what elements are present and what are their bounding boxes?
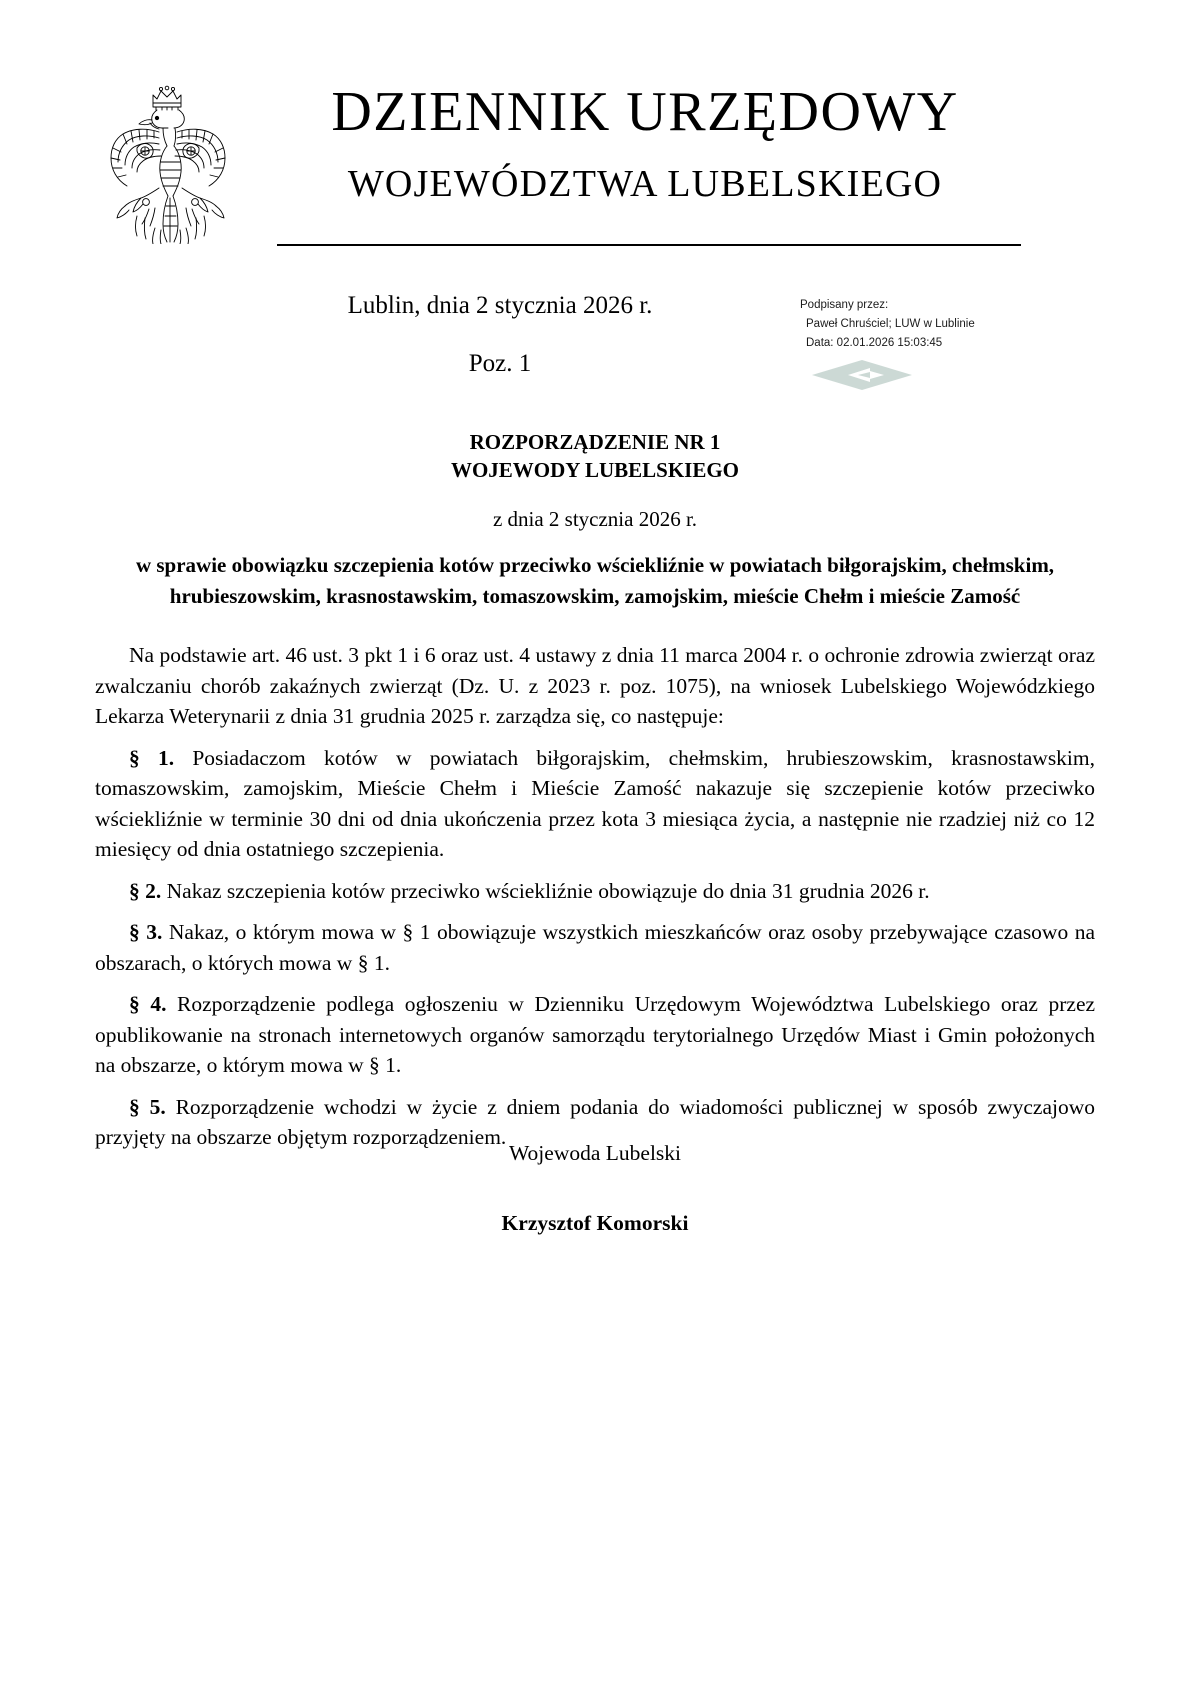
electronic-signature-stamp [800, 296, 1010, 392]
masthead-titles [250, 78, 1040, 210]
section-marker-5: § 5. [129, 1094, 166, 1119]
act-heading-line-2: WOJEWODY LUBELSKIEGO [450, 458, 740, 482]
section-paragraph-3 [95, 917, 1095, 978]
signature-date: Data: 02.01.2026 15:03:45 [806, 337, 943, 349]
signature-signer-name: Paweł Chruściel; LUW w Lublinie [806, 318, 975, 330]
preamble-paragraph: Na podstawie art. 46 ust. 3 pkt 1 i 6 oraz ust. 4 ustawy z dnia 11 marca 2004 r. o ochronie zdrowia zwierząt oraz zwalczaniu chorób zakaźnych zwierząt (Dz. U. z 2023 r. poz. 1075), na wniosek Lubelskiego Wojewódzkiego Lekarza Weterynarii z dnia 31 grudnia 2025 r. zarządza się, co następuje: [95, 643, 1095, 728]
section-text-5: Rozporządzenie wchodzi w życie z dniem podania do wiadomości publicznej w sposób zwyczajowo przyjęty na obszarze objętym rozporządzeniem. [95, 1094, 1096, 1149]
masthead-divider [277, 244, 1021, 246]
section-marker-2: § 2. [129, 878, 162, 903]
section-marker-1: § 1. [129, 745, 175, 770]
position-number: Poz. 1 [468, 350, 532, 377]
act-heading [95, 428, 1095, 484]
section-paragraph-2 [95, 876, 1095, 907]
signer-name: Krzysztof Komorski [501, 1211, 689, 1235]
act-subject [95, 550, 1095, 612]
act-date: z dnia 2 stycznia 2026 r. [492, 507, 698, 531]
section-text-2: Nakaz szczepienia kotów przeciwko wściekliźnie obowiązuje do dnia 31 grudnia 2026 r. [166, 878, 930, 903]
polish-eagle-emblem-icon [97, 76, 237, 244]
section-marker-3: § 3. [129, 920, 163, 944]
gazette-title: DZIENNIK URZĘDOWY [331, 81, 959, 143]
masthead [0, 0, 1191, 260]
act-heading-line-1: ROZPORZĄDZENIE NR 1 [469, 430, 721, 454]
gazette-subtitle: WOJEWÓDZTWA LUBELSKIEGO [347, 163, 943, 205]
section-paragraph-4 [95, 989, 1095, 1081]
signer-role: Wojewoda Lubelski [508, 1141, 682, 1165]
act-subject-line-1: w sprawie obowiązku szczepienia kotów przeciwko wściekliźnie w powiatach biłgorajskim, chełmskim, [135, 553, 1055, 577]
section-text-4: Rozporządzenie podlega ogłoszeniu w Dzienniku Urzędowym Województwa Lubelskiego oraz przez opublikowanie na stronach internetowych organów samorządu terytorialnego Urzędów Miast i Gmin położonych na obszarze, o którym mowa w § 1. [95, 992, 1096, 1077]
section-text-3: Nakaz, o którym mowa w § 1 obowiązuje wszystkich mieszkańców oraz osoby przebywające czasowo na obszarach, o których mowa w § 1. [95, 920, 1095, 975]
dateline-block [175, 290, 825, 380]
section-marker-4: § 4. [129, 992, 167, 1016]
act-subject-line-2: hrubieszowskim, krasnostawskim, tomaszowskim, zamojskim, mieście Chełm i mieście Zamość [169, 584, 1021, 608]
section-paragraph-1 [95, 743, 1095, 865]
place-and-date: Lublin, dnia 2 stycznia 2026 r. [347, 292, 653, 319]
signature-signed-by-label: Podpisany przez: [800, 299, 889, 311]
act-body [95, 640, 1095, 1164]
green-diamond-chevron-logo-icon [808, 358, 916, 392]
section-text-1: Posiadaczom kotów w powiatach biłgorajskim, chełmskim, hrubieszowskim, krasnostawskim, tomaszowskim, zamojskim, Mieście Chełm i Mieście Zamość nakazuje się szczepienie kotów przeciwko wściekliźnie w terminie 30 dni od dnia ukończenia przez kota 3 miesiąca życia, a następnie nie rzadziej niż co 12 miesięcy od dnia ostatniego szczepienia. [95, 745, 1096, 861]
